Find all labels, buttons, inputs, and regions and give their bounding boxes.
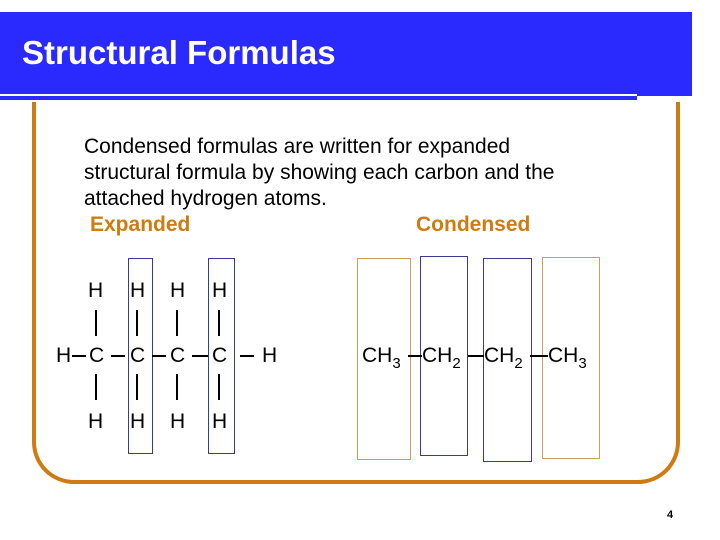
condensed-group: $CH_2$ — [484, 344, 523, 372]
bottom-bond — [136, 374, 138, 400]
body-line: Condensed formulas are written for expanded — [84, 135, 511, 158]
bottom-bond — [95, 374, 97, 400]
bottom-hydrogen: H — [212, 410, 228, 433]
condensed-group: $CH_3$ — [362, 344, 401, 372]
top-hydrogen: H — [88, 279, 104, 302]
bottom-hydrogen: H — [170, 410, 186, 433]
top-hydrogen: H — [212, 279, 228, 302]
condensed-group: $CH_3$ — [548, 344, 587, 372]
expanded-label: Expanded — [90, 213, 191, 236]
body-line: attached hydrogen atoms. — [84, 187, 327, 210]
top-bond — [136, 310, 138, 336]
chain-bond — [192, 355, 208, 357]
chain-bond — [111, 355, 125, 357]
page-number: 4 — [667, 509, 674, 521]
chain-bond — [72, 355, 86, 357]
bottom-bond — [218, 374, 220, 400]
body-line: structural formula by showing each carbon and the — [84, 161, 555, 184]
chain-bond — [240, 355, 254, 357]
bottom-hydrogen: H — [130, 410, 146, 433]
carbon: C — [212, 344, 228, 367]
top-bond — [95, 310, 97, 336]
chain-bond — [152, 355, 166, 357]
left-hydrogen: H — [56, 344, 72, 367]
bottom-bond — [176, 374, 178, 400]
body-text — [84, 134, 644, 212]
condensed-bond — [408, 355, 422, 357]
carbon: C — [170, 344, 186, 367]
right-hydrogen: H — [262, 344, 278, 367]
bottom-hydrogen: H — [88, 410, 104, 433]
top-hydrogen: H — [130, 279, 146, 302]
top-bond — [218, 310, 220, 336]
carbon: C — [130, 344, 146, 367]
slide-title: Structural Formulas — [22, 34, 336, 71]
condensed-bond — [468, 355, 484, 357]
condensed-bond — [530, 355, 548, 357]
carbon: C — [89, 344, 105, 367]
condensed-label: Condensed — [416, 213, 531, 236]
title-underline — [0, 96, 637, 100]
top-bond — [176, 310, 178, 336]
condensed-group: $CH_2$ — [422, 344, 461, 372]
top-hydrogen: H — [170, 279, 186, 302]
